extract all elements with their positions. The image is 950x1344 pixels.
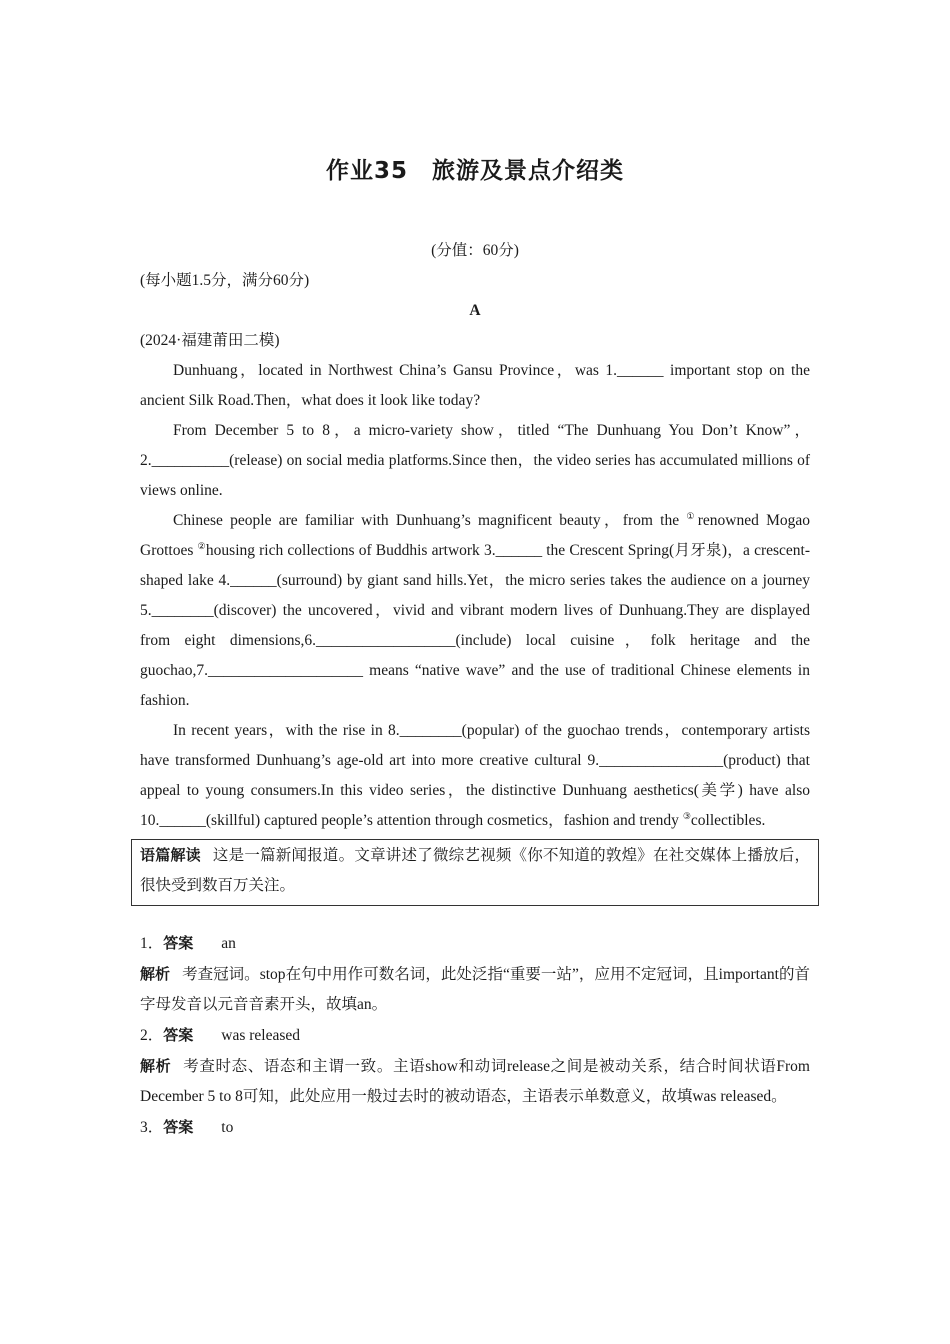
footnote-mark-2: ②: [197, 541, 206, 551]
answer-number: 2．: [140, 1027, 164, 1044]
answer-label: 答案: [163, 1026, 194, 1044]
score-note: (每小题1.5分，满分60分): [140, 272, 310, 289]
answer-number: 3．: [140, 1119, 164, 1136]
answer-2: [140, 1020, 810, 1051]
passage-paragraph-1: Dunhuang，located in Northwest China’s Gansu Province，was 1.______ important stop on the ancient Silk Road.Then，what does it look like today?: [140, 362, 810, 409]
p3-text-b: renowned Mogao Grottoes: [140, 512, 810, 559]
answer-value: to: [221, 1119, 234, 1136]
p3-text-c: housing rich collections of Buddhis artwork 3.______ the Crescent Spring(月牙泉)，a crescent-shaped lake 4.______(surround) by giant sand hills.Yet，the micro series takes the audience on a journey 5.________(discover) the uncovered，vivid and vibrant modern lives of Dunhuang.They are displayed from eight dimensions,6.__________________(include) local cuisine，folk heritage and the guochao,7.____________________ means “native wave” and the use of traditional Chinese elements in fashion.: [140, 542, 810, 709]
explanation-text: 考查时态、语态和主谓一致。主语show和动词release之间是被动关系，结合时间状语From December 5 to 8可知，此处应用一般过去时的被动语态，主语表示单数意义，故填was released。: [140, 1058, 810, 1105]
explanation-label: 解析: [140, 965, 171, 983]
answer-3: [140, 1112, 810, 1143]
p4-text-b: collectibles.: [690, 812, 766, 829]
passage-paragraph-2: From December 5 to 8，a micro-variety show，titled “The Dunhuang You Don’t Know”，2.__________(release) on social media platforms.Since then，the video series has accumulated millions of views online.: [140, 422, 810, 499]
explanation-text: 考查冠词。stop在句中用作可数名词，此处泛指“重要一站”，应用不定冠词，且important的首字母发音以元音音素开头，故填an。: [140, 966, 810, 1013]
footnote-mark-1: ①: [686, 511, 698, 521]
content: [140, 236, 810, 1143]
p4-text-a: In recent years，with the rise in 8.________(popular) of the guochao trends，contemporary artists have transformed Dunhuang’s age-old art into more creative cultural 9.________________(product) that appeal to young consumers.In this video series，the distinctive Dunhuang aesthetics(美学) have also 10.______(skillful) captured people’s attention through cosmetics，fashion and trendy: [140, 722, 810, 829]
p3-text-a: Chinese people are familiar with Dunhuang’s magnificent beauty，from the: [173, 512, 687, 529]
page-title: 作业35 旅游及景点介绍类: [325, 158, 624, 184]
reading-summary-text: 这是一篇新闻报道。文章讲述了微综艺视频《你不知道的敦煌》在社交媒体上播放后，很快受到数百万关注。: [140, 847, 810, 894]
reading-summary-box: [131, 839, 819, 906]
answer-value: was released: [221, 1027, 301, 1044]
reading-summary-label: 语篇解读: [140, 846, 201, 864]
explanation-2: [140, 1051, 810, 1112]
answer-label: 答案: [163, 934, 194, 952]
score-line: (分值：60分): [431, 242, 519, 259]
explanation-label: 解析: [140, 1057, 172, 1075]
footnote-mark-3: ③: [682, 811, 691, 821]
answer-1: [140, 928, 810, 959]
source-line: (2024·福建莆田二模): [140, 332, 280, 349]
answer-label: 答案: [163, 1118, 194, 1136]
explanation-1: [140, 959, 810, 1020]
section-label: A: [469, 302, 481, 319]
answer-number: 1．: [140, 935, 164, 952]
answer-value: an: [221, 935, 236, 952]
passage-paragraph-3: [140, 506, 810, 716]
passage-paragraph-4: [140, 716, 810, 836]
